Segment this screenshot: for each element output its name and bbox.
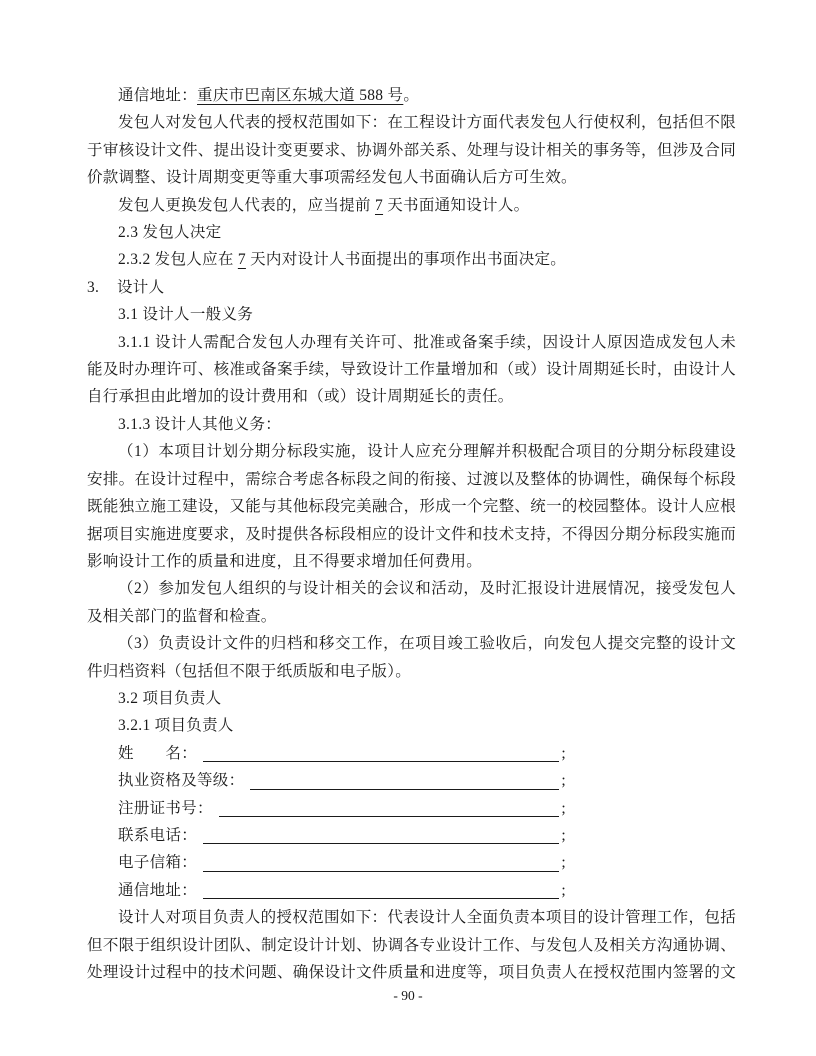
page-number: - 90 - [393,988,423,1003]
form-row-email [118,849,566,876]
name-blank-underline [203,741,559,762]
clause-text-pre: 2.3.2 发包人应在 [118,251,238,269]
clause-2-3-2 [87,246,736,273]
notice-text-post: 天书面通知设计人。 [383,196,530,214]
notice-text-pre: 发包人更换发包人代表的，应当提前 [118,196,375,214]
email-semicolon: ; [561,854,566,872]
page-footer [0,982,816,1009]
paragraph-mailing-address [87,82,736,109]
clause-3-1-1: 3.1.1 设计人需配合发包人办理有关许可、批准或备案手续，因设计人原因造成发包人未能及时办理许可、核准或备案手续，导致设计工作量增加和（或）设计周期延长时，由设计人自行承担由此增加的设计费用和（或）设计周期延长的责任。 [87,333,736,406]
email-label: 电子信箱： [118,854,198,872]
clause-3-1-3-item-3: （3）负责设计文件的归档和移交工作，在项目竣工验收后，向发包人提交完整的设计文件归档资料（包括但不限于纸质版和电子版）。 [87,635,736,680]
qualification-label: 执业资格及等级： [118,772,245,790]
form-row-certificate-number [118,795,566,822]
certificate-number-semicolon: ; [561,799,566,817]
form-row-name [118,740,566,767]
phone-semicolon: ; [561,826,566,844]
clause-3-1-3-item-2: （2）参加发包人组织的与设计相关的会议和活动，及时汇报设计进展情况，接受发包人及相关部门的监督和检查。 [87,580,736,625]
qualification-blank-underline [250,769,559,790]
paragraph-employer-rep-authority: 发包人对发包人代表的授权范围如下：在工程设计方面代表发包人行使权利，包括但不限于审核设计文件、提出设计变更要求、协调外部关系、处理与设计相关的事务等，但涉及合同价款调整、设计周期变更等重大事项需经发包人书面确认后方可生效。 [87,114,736,187]
notice-days-underlined: 7 [374,196,384,214]
section-number: 3. [87,278,100,296]
mailing-address-semicolon: ; [561,881,566,899]
name-semicolon: ; [561,744,566,762]
mailing-address-blank-underline [203,878,559,899]
section-title: 设计人 [117,278,165,296]
address-underlined-value: 重庆市巴南区东城大道 588 号 [197,87,404,104]
clause-3-1-3-item-1: （1）本项目计划分期分标段实施，设计人应充分理解并积极配合项目的分期分标段建设安排。在设计过程中，需综合考虑各标段之间的衔接、过渡以及整体的协调性，确保每个标段既能独立施工建设，又能与其他标段完美融合，形成一个完整、统一的校园整体。设计人应根据项目实施进度要求，及时提供各标段相应的设计文件和技术支持，不得因分期分标段实施而影响设计工作的质量和进度，且不得要求增加任何费用。 [87,443,736,570]
mailing-address-label: 通信地址： [118,881,198,899]
clause-3-1-3-heading: 3.1.3 设计人其他义务： [118,415,282,433]
address-label: 通信地址： [118,87,198,104]
certificate-number-label: 注册证书号： [118,799,213,817]
form-row-phone [118,822,566,849]
form-row-mailing-address [118,877,566,904]
section-3-heading [87,274,736,301]
clause-text-post: 天内对设计人书面提出的事项作出书面决定。 [245,251,567,269]
certificate-number-blank-underline [219,796,560,817]
phone-label: 联系电话： [118,826,198,844]
phone-blank-underline [203,823,559,844]
paragraph-rep-replacement-notice [87,192,736,219]
clause-days-underlined: 7 [237,251,246,269]
email-blank-underline [203,851,559,872]
address-period: 。 [403,87,420,104]
clause-3-1-heading: 3.1 设计人一般义务 [118,306,254,324]
clause-3-2-heading: 3.2 项目负责人 [118,689,222,707]
qualification-semicolon: ; [561,772,566,790]
clause-3-2-1-heading: 3.2.1 项目负责人 [118,717,234,735]
name-label: 姓 名： [118,744,198,762]
paragraph-project-leader-authority: 设计人对项目负责人的授权范围如下：代表设计人全面负责本项目的设计管理工作，包括但不限于组织设计团队、制定设计计划、协调各专业设计工作、与发包人及相关方沟通协调、处理设计过程中的技术问题、确保设计文件质量和进度等，项目负责人在授权范围内签署的文 [87,909,736,981]
form-row-qualification [118,767,566,794]
clause-2-3-heading: 2.3 发包人决定 [118,224,222,242]
